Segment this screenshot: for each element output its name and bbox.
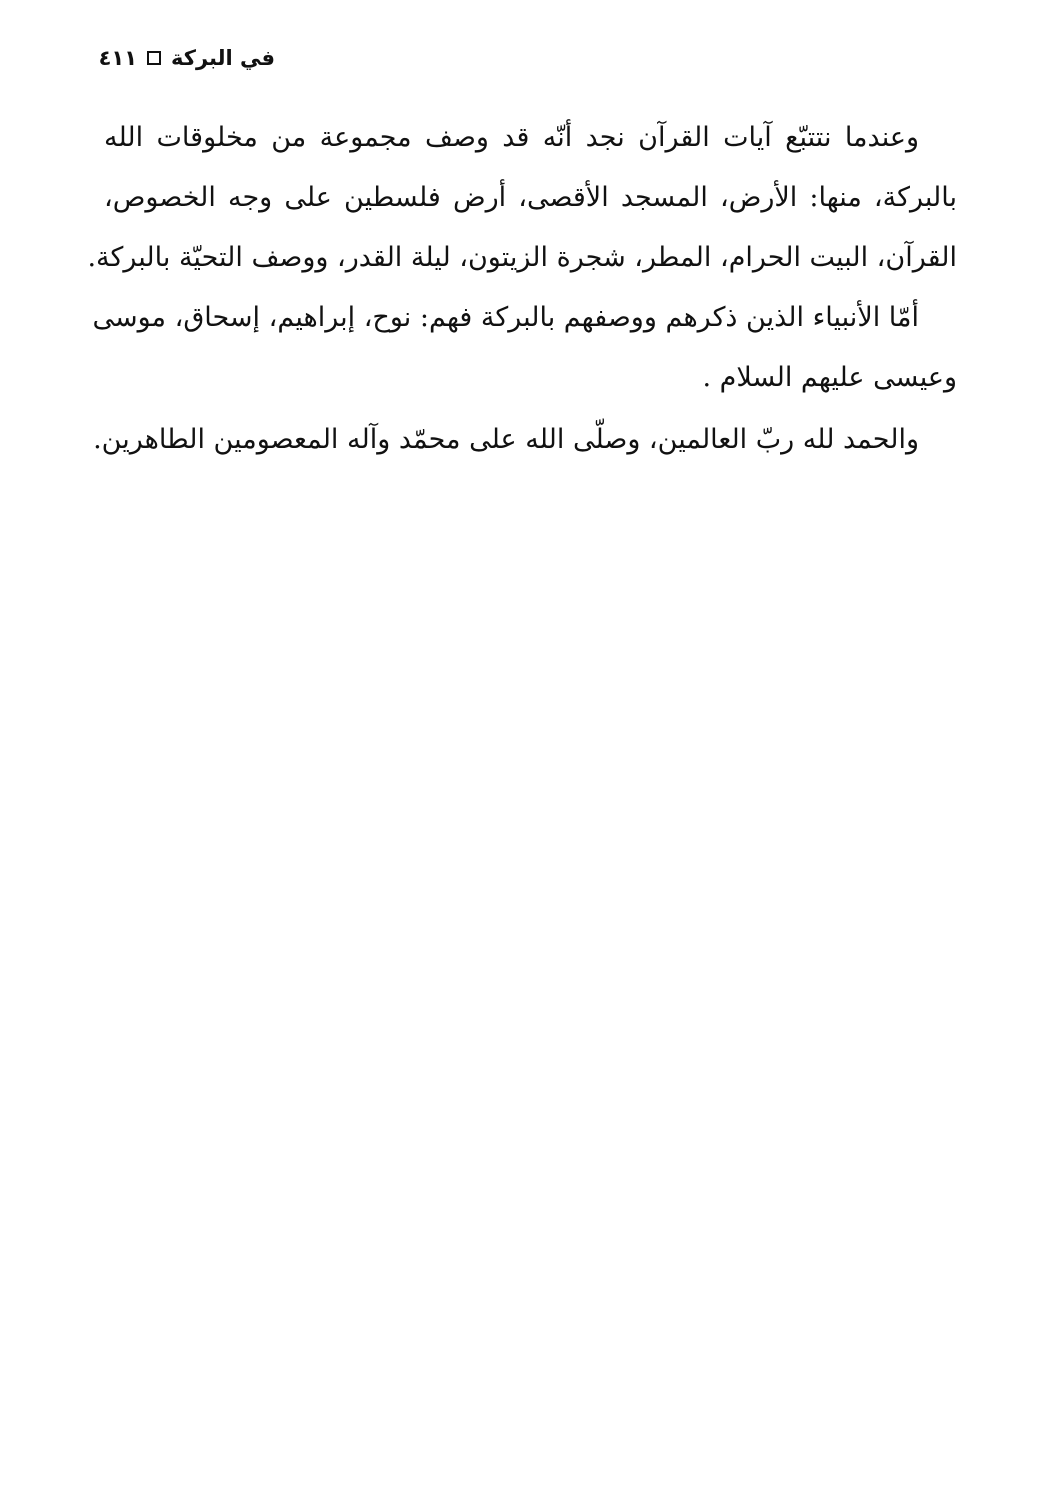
closing-line: والحمد لله ربّ العالمين، وصلّى الله على محمّد وآله المعصومين الطاهرين. [93, 424, 919, 455]
paragraph-line: أمّا الأنبياء الذين ذكرهم ووصفهم بالبركة فهم: نوح، إبراهيم، إسحاق، موسى [92, 302, 919, 333]
header-separator-square [147, 51, 161, 65]
paragraph-line: بالبركة، منها: الأرض، المسجد الأقصى، أرض فلسطين على وجه الخصوص، [104, 182, 957, 213]
paragraph-line: القرآن، البيت الحرام، المطر، شجرة الزيتون، ليلة القدر، ووصف التحيّة بالبركة. [87, 242, 957, 273]
paragraph-line: وعيسى عليهم السلام . [702, 362, 957, 393]
header-title: في البركة [171, 46, 275, 70]
paragraph-line: وعندما نتتبّع آيات القرآن نجد أنّه قد وصف مجموعة من مخلوقات الله [104, 122, 919, 153]
running-header [55, 40, 275, 76]
body-text [87, 108, 957, 470]
page-number: ٤١١ [98, 46, 138, 70]
